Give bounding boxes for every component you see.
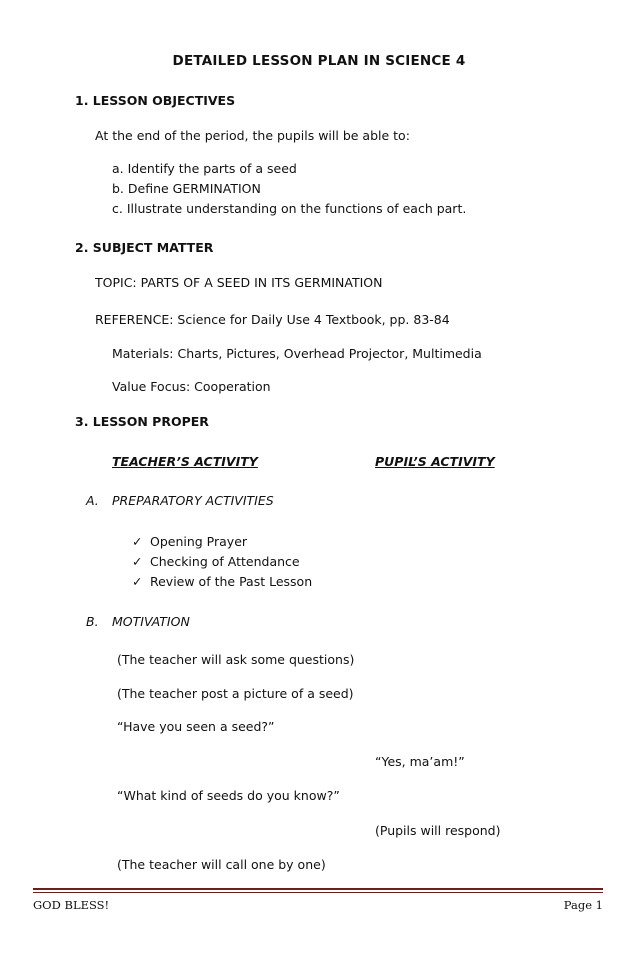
teacher-activity-column-header: TEACHER’S ACTIVITY [112, 454, 258, 469]
objectives-intro: At the end of the period, the pupils will be able to: [95, 128, 410, 143]
footer-left-text: GOD BLESS! [33, 898, 110, 912]
objective-item: c. Illustrate understanding on the functions of each part. [112, 201, 467, 216]
objective-item: a. Identify the parts of a seed [112, 161, 297, 176]
checklist-item-label: Review of the Past Lesson [149, 574, 313, 589]
pupil-activity-column-header: PUPIL’S ACTIVITY [375, 454, 495, 469]
subsection-title-motivation: MOTIVATION [112, 614, 190, 629]
section-heading-objectives: 1. LESSON OBJECTIVES [75, 93, 236, 108]
subject-reference: REFERENCE: Science for Daily Use 4 Textbook, pp. 83-84 [95, 312, 450, 327]
pupil-line: (Pupils will respond) [375, 823, 501, 838]
checklist-item-label: Checking of Attendance [149, 554, 300, 569]
section-heading-subject: 2. SUBJECT MATTER [75, 240, 214, 255]
subsection-title-preparatory: PREPARATORY ACTIVITIES [112, 493, 274, 508]
checkmark-icon: ✓ [132, 574, 143, 589]
pupil-line: “Yes, ma’am!” [375, 754, 465, 769]
teacher-line: “Have you seen a seed?” [117, 719, 275, 734]
teacher-line: (The teacher post a picture of a seed) [117, 686, 354, 701]
teacher-line: “What kind of seeds do you know?” [117, 788, 340, 803]
subject-materials: Materials: Charts, Pictures, Overhead Projector, Multimedia [112, 346, 482, 361]
subject-topic: TOPIC: PARTS OF A SEED IN ITS GERMINATION [95, 275, 383, 290]
teacher-line: (The teacher will call one by one) [117, 857, 326, 872]
page-number: Page 1 [563, 898, 603, 912]
teacher-line: (The teacher will ask some questions) [117, 652, 355, 667]
checklist-item-label: Opening Prayer [149, 534, 248, 549]
document-title: DETAILED LESSON PLAN IN SCIENCE 4 [172, 53, 466, 69]
subsection-letter-a: A. [86, 493, 99, 508]
checkmark-icon: ✓ [132, 534, 143, 549]
checklist-item [132, 534, 247, 549]
checkmark-icon: ✓ [132, 554, 143, 569]
subject-value-focus: Value Focus: Cooperation [112, 379, 271, 394]
subsection-letter-b: B. [86, 614, 99, 629]
footer-divider [33, 892, 603, 893]
footer-divider [33, 888, 603, 890]
checklist-item [132, 554, 300, 569]
objective-item: b. Define GERMINATION [112, 181, 261, 196]
section-heading-proper: 3. LESSON PROPER [75, 414, 209, 429]
checklist-item [132, 574, 312, 589]
